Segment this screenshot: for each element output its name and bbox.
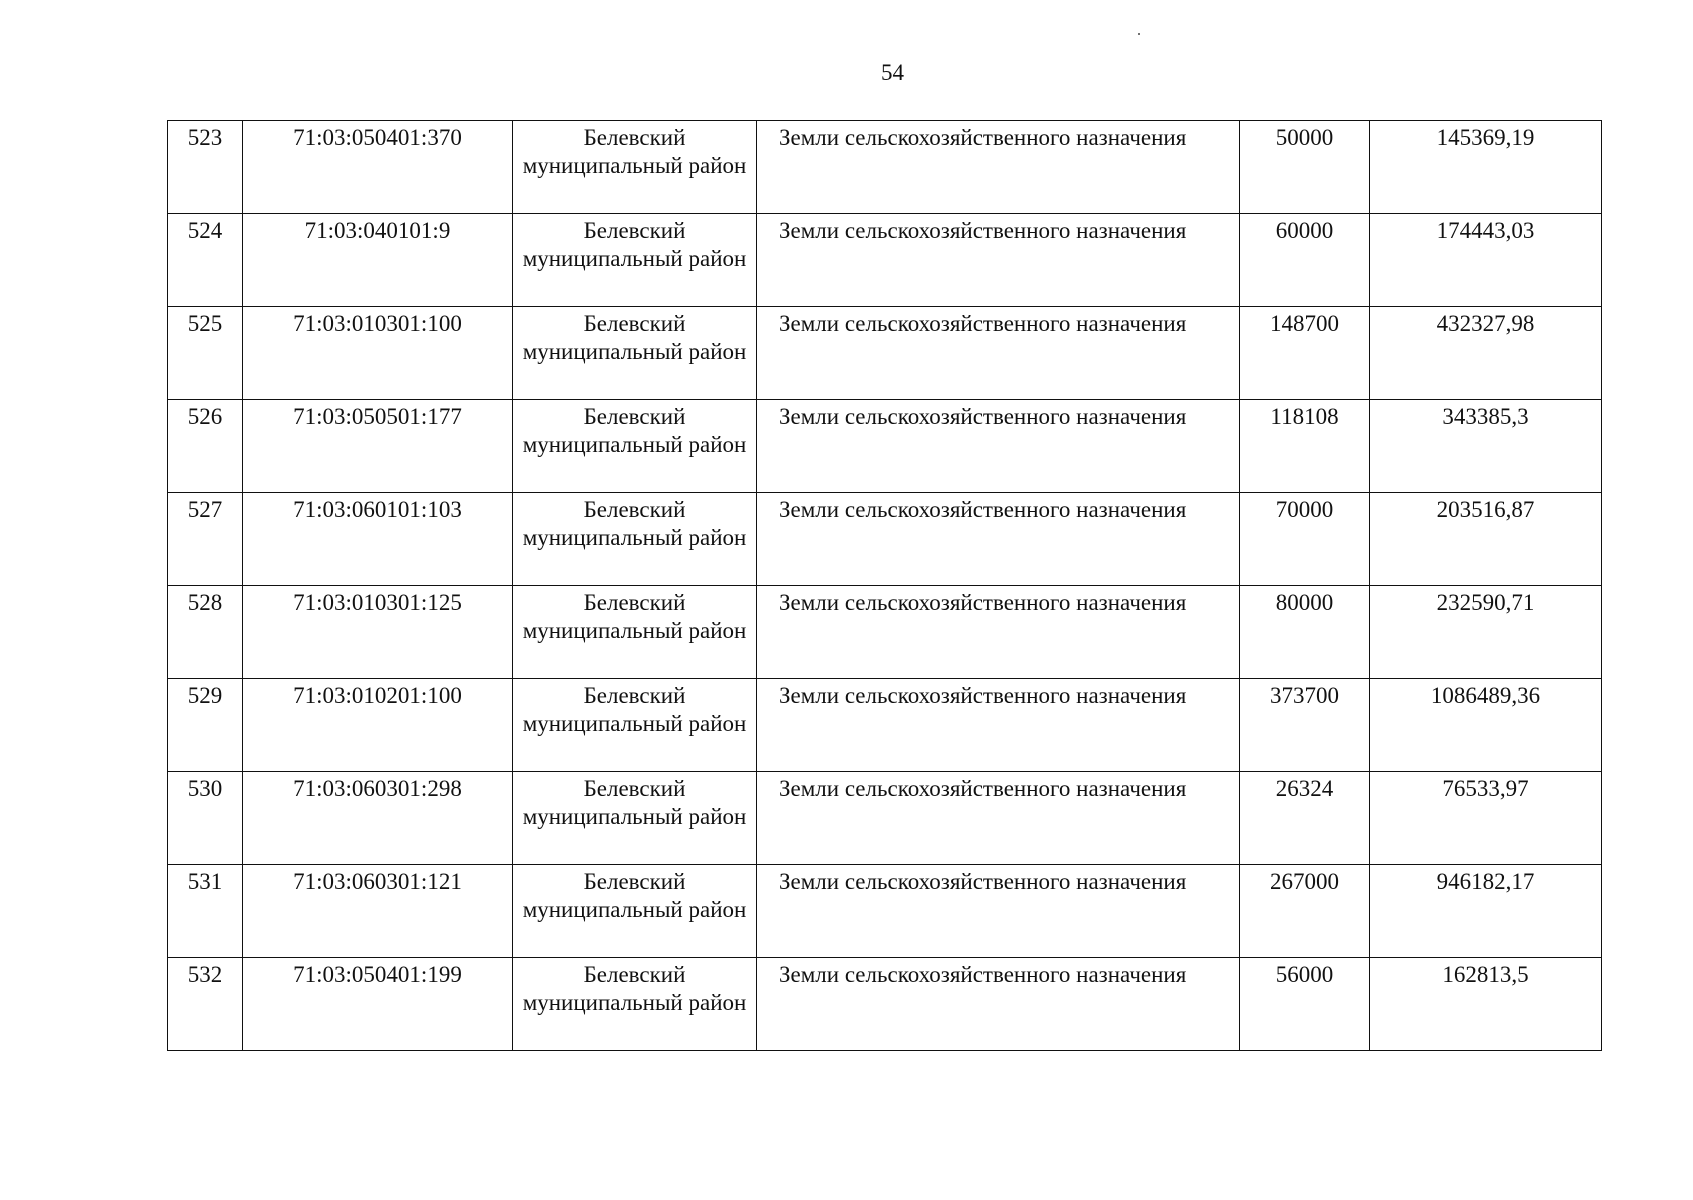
cadastral-number-cell: 71:03:040101:9 (243, 214, 513, 307)
area-cell: 373700 (1240, 679, 1370, 772)
cadastral-value-cell: 76533,97 (1370, 772, 1602, 865)
district-cell: Белевский муниципальный район (513, 307, 757, 400)
district-cell: Белевский муниципальный район (513, 586, 757, 679)
row-number-cell: 525 (168, 307, 243, 400)
cadastral-value-cell: 203516,87 (1370, 493, 1602, 586)
cadastral-value-cell: 946182,17 (1370, 865, 1602, 958)
district-cell: Белевский муниципальный район (513, 214, 757, 307)
row-number-cell: 530 (168, 772, 243, 865)
cadastral-value-cell: 432327,98 (1370, 307, 1602, 400)
land-category-cell: Земли сельскохозяйственного назначения (757, 958, 1240, 1051)
cadastral-value-cell: 343385,3 (1370, 400, 1602, 493)
area-cell: 148700 (1240, 307, 1370, 400)
cadastral-value-cell: 174443,03 (1370, 214, 1602, 307)
district-cell: Белевский муниципальный район (513, 493, 757, 586)
district-cell: Белевский муниципальный район (513, 400, 757, 493)
land-category-cell: Земли сельскохозяйственного назначения (757, 307, 1240, 400)
land-category-cell: Земли сельскохозяйственного назначения (757, 772, 1240, 865)
area-cell: 70000 (1240, 493, 1370, 586)
table-row (168, 958, 1602, 1051)
land-category-cell: Земли сельскохозяйственного назначения (757, 586, 1240, 679)
area-cell: 60000 (1240, 214, 1370, 307)
row-number-cell: 531 (168, 865, 243, 958)
cadastral-value-cell: 232590,71 (1370, 586, 1602, 679)
cadastral-number-cell: 71:03:010201:100 (243, 679, 513, 772)
row-number-cell: 526 (168, 400, 243, 493)
area-cell: 50000 (1240, 121, 1370, 214)
cadastral-number-cell: 71:03:010301:100 (243, 307, 513, 400)
table-row (168, 121, 1602, 214)
cadastral-number-cell: 71:03:060301:298 (243, 772, 513, 865)
land-category-cell: Земли сельскохозяйственного назначения (757, 121, 1240, 214)
table-row (168, 214, 1602, 307)
row-number-cell: 529 (168, 679, 243, 772)
table-row (168, 772, 1602, 865)
district-cell: Белевский муниципальный район (513, 679, 757, 772)
row-number-cell: 532 (168, 958, 243, 1051)
cadastral-number-cell: 71:03:060301:121 (243, 865, 513, 958)
row-number-cell: 524 (168, 214, 243, 307)
table-row (168, 679, 1602, 772)
cadastral-value-cell: 162813,5 (1370, 958, 1602, 1051)
row-number-cell: 527 (168, 493, 243, 586)
table-row (168, 307, 1602, 400)
land-category-cell: Земли сельскохозяйственного назначения (757, 214, 1240, 307)
scan-speck (1138, 33, 1140, 35)
cadastral-value-cell: 145369,19 (1370, 121, 1602, 214)
table-body (168, 121, 1602, 1051)
area-cell: 80000 (1240, 586, 1370, 679)
area-cell: 56000 (1240, 958, 1370, 1051)
cadastral-number-cell: 71:03:050401:370 (243, 121, 513, 214)
district-cell: Белевский муниципальный район (513, 772, 757, 865)
land-category-cell: Земли сельскохозяйственного назначения (757, 400, 1240, 493)
row-number-cell: 528 (168, 586, 243, 679)
land-category-cell: Земли сельскохозяйственного назначения (757, 865, 1240, 958)
page-number: 54 (881, 60, 904, 85)
table-row (168, 400, 1602, 493)
area-cell: 267000 (1240, 865, 1370, 958)
land-plots-table (167, 120, 1602, 1051)
area-cell: 118108 (1240, 400, 1370, 493)
cadastral-number-cell: 71:03:050501:177 (243, 400, 513, 493)
district-cell: Белевский муниципальный район (513, 865, 757, 958)
table-row (168, 493, 1602, 586)
district-cell: Белевский муниципальный район (513, 121, 757, 214)
land-category-cell: Земли сельскохозяйственного назначения (757, 679, 1240, 772)
cadastral-value-cell: 1086489,36 (1370, 679, 1602, 772)
table-row (168, 586, 1602, 679)
cadastral-number-cell: 71:03:010301:125 (243, 586, 513, 679)
land-category-cell: Земли сельскохозяйственного назначения (757, 493, 1240, 586)
district-cell: Белевский муниципальный район (513, 958, 757, 1051)
cadastral-number-cell: 71:03:060101:103 (243, 493, 513, 586)
area-cell: 26324 (1240, 772, 1370, 865)
cadastral-number-cell: 71:03:050401:199 (243, 958, 513, 1051)
row-number-cell: 523 (168, 121, 243, 214)
table-row (168, 865, 1602, 958)
